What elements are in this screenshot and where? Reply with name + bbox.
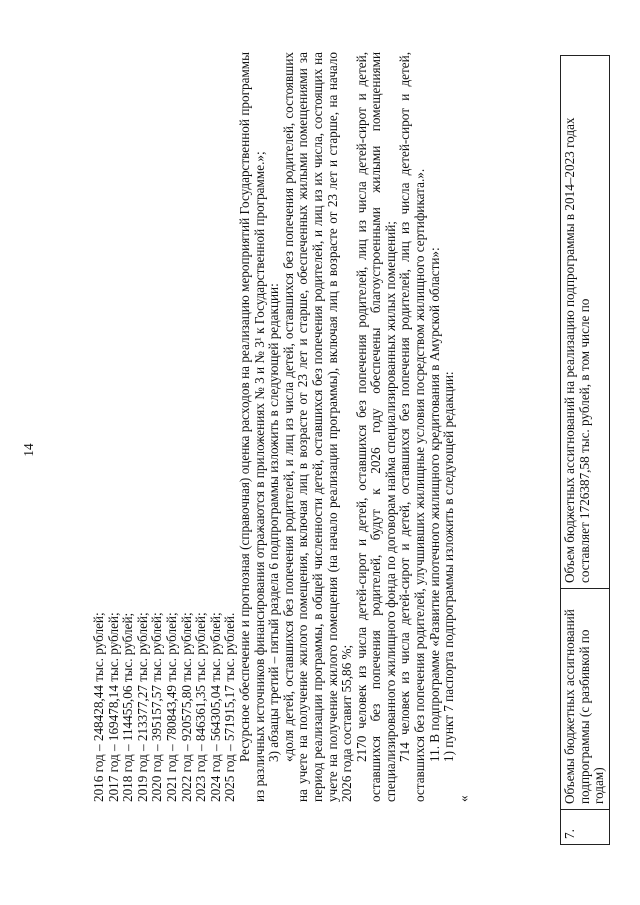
year-line: 2019 год – 213377,27 тыс. рублей; — [134, 612, 150, 802]
passport-table — [560, 55, 610, 845]
item-1-point-7: 1) пункт 7 паспорта подпрограммы изложить в следующей редакции: — [441, 371, 457, 762]
row-value-cell: Объем бюджетных ассигнований на реализацию подпрограммы в 2014–2023 годах составляет 1726387,58 тыс. рублей, в том числе по — [561, 56, 610, 589]
year-line: 2021 год – 780843,49 тыс. рублей; — [163, 612, 179, 802]
resource-paragraph: Ресурсное обеспечение и прогнозная (справочная) оценка расходов на реализацию мероприятий Государственной программы из различных источников финансирования отражаются в приложениях № 3 и № 3¹ к Государственной программе.»; — [236, 52, 267, 802]
year-line: 2025 год – 571915,17 тыс. рублей. — [222, 612, 238, 802]
row-name-cell: Объемы бюджетных ассигнований подпрограммы (с разбивкой по годам) — [561, 589, 610, 810]
yearly-funding-list — [92, 52, 238, 802]
table-row — [561, 56, 610, 845]
item-3: 3) абзацы третий – пятый раздела 6 подпрограммы изложить в следующей редакции: — [266, 283, 282, 762]
page-number: 14 — [21, 443, 36, 457]
year-line: 2020 год – 395157,57 тыс. рублей; — [149, 612, 165, 802]
year-line: 2016 год – 248428,44 тыс. рублей; — [91, 612, 106, 802]
paragraph-2170: 2170 человек из числа детей-сирот и детей, оставшихся без попечения родителей, лиц из числа детей-сирот и детей, оставшихся без попечения родителей, будут к 2026 году обеспечены благоустроенными жилыми помещениями специализированного жилищного фонда по договорам найма специализированных жилых помещений; — [353, 52, 398, 802]
row-number-cell: 7. — [561, 810, 610, 845]
document-body — [92, 52, 473, 802]
quote-mark: « — [455, 795, 471, 802]
item-11: 11. В подпрограмме «Развитие ипотечного жилищного кредитования в Амурской области»: — [426, 247, 442, 762]
year-line: 2017 год – 169478,14 тыс. рублей; — [105, 612, 121, 802]
year-line: 2018 год – 114455,06 тыс. рублей; — [120, 612, 136, 802]
quote-paragraph: «доля детей, оставшихся без попечения родителей, и лиц из числа детей, оставшихся без попечения родителей, состоявших на учете на получение жилого помещения, включая лиц в возрасте от 23 лет и старше, обеспеченных жилыми помещениями за период реализации программы, в общей численности детей, оставшихся без попечения родителей, и лиц из их числа, состоящих на учете на получение жилого помещения (на начало реализации программы), включая лиц в возрасте от 23 лет и старше, на начало 2026 года составит 55,86 %; — [280, 52, 355, 802]
year-line: 2022 год – 920575,80 тыс. рублей; — [178, 612, 194, 802]
year-line: 2024 год – 564305,04 тыс. рублей; — [207, 612, 223, 802]
year-line: 2023 год – 846361,35 тыс. рублей; — [193, 612, 209, 802]
paragraph-714: 714 человек из числа детей-сирот и детей, оставшихся без попечения родителей, лиц из числа детей-сирот и детей, оставшихся без попечения родителей, улучшивших жилищные условия посредством жилищного сертификата.». — [397, 52, 428, 802]
